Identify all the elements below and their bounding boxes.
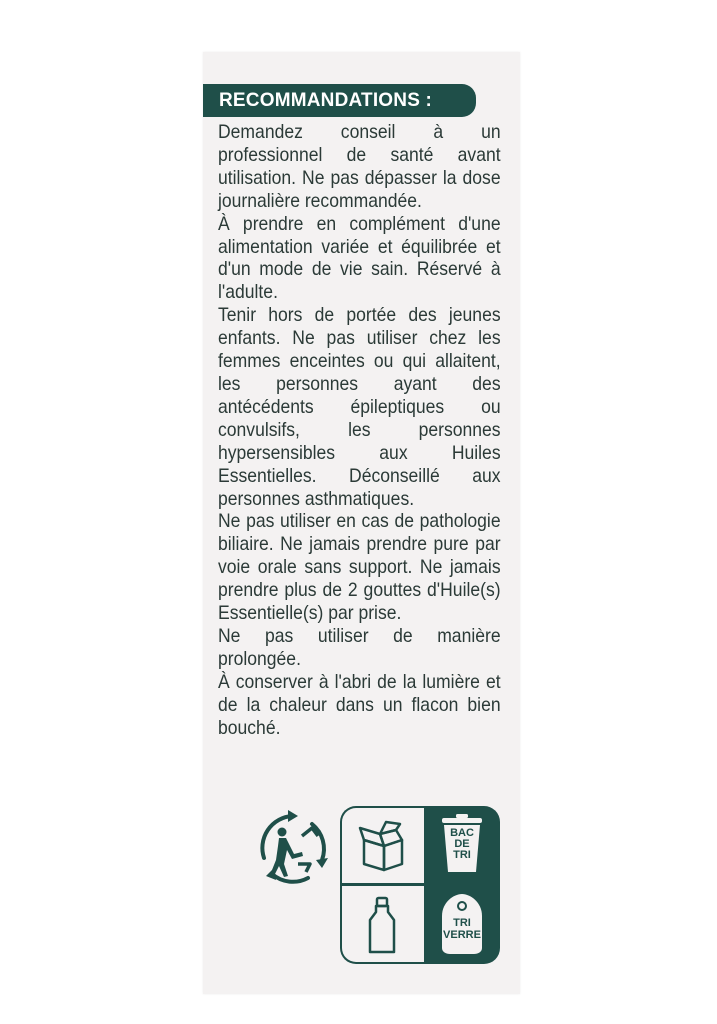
- paragraph-advice: Demandez conseil à un professionnel de santé avant utilisation. Ne pas dépasser la dose journalière recommandée.: [218, 121, 501, 212]
- glass-bottle-icon: [366, 896, 398, 956]
- triman-recycle-icon: [252, 806, 334, 888]
- cardboard-box-icon: [356, 818, 408, 874]
- paragraph-duration: Ne pas utiliser de manière prolongée.: [218, 624, 501, 670]
- glass-label: [436, 917, 488, 941]
- sorting-info-grid: [340, 806, 500, 964]
- bin-label: [436, 828, 488, 861]
- glass-label-line: VERRE: [443, 929, 481, 941]
- section-title: RECOMMANDATIONS :: [219, 90, 433, 111]
- paragraph-usage: Ne pas utiliser en cas de pathologie biliaire. Ne jamais prendre pure par voie orale sans support. Ne jamais prendre plus de 2 gouttes d'Huile(s) Essentielle(s) par prise.: [218, 510, 501, 625]
- paragraph-complement: À prendre en complément d'une alimentation variée et équilibrée et d'un mode de vie sain. Réservé à l'adulte.: [218, 212, 501, 304]
- paragraph-warnings: Tenir hors de portée des jeunes enfants. Ne pas utiliser chez les femmes enceintes ou qui allaitent, les personnes ayant des antécédents épileptiques ou convulsifs, les personnes hypersensibles aux Huiles Essentielles. Déconseillé aux personnes asthmatiques.: [218, 304, 501, 510]
- recommendations-text: [218, 121, 501, 739]
- bin-label-line: TRI: [453, 849, 471, 861]
- grid-divider: [340, 883, 500, 886]
- glass-label-line: TRI: [453, 917, 471, 929]
- paragraph-storage: À conserver à l'abri de la lumière et de la chaleur dans un flacon bien bouché.: [218, 670, 501, 739]
- bin-label-line: BAC: [450, 827, 474, 839]
- bin-label-line: DE: [454, 838, 470, 850]
